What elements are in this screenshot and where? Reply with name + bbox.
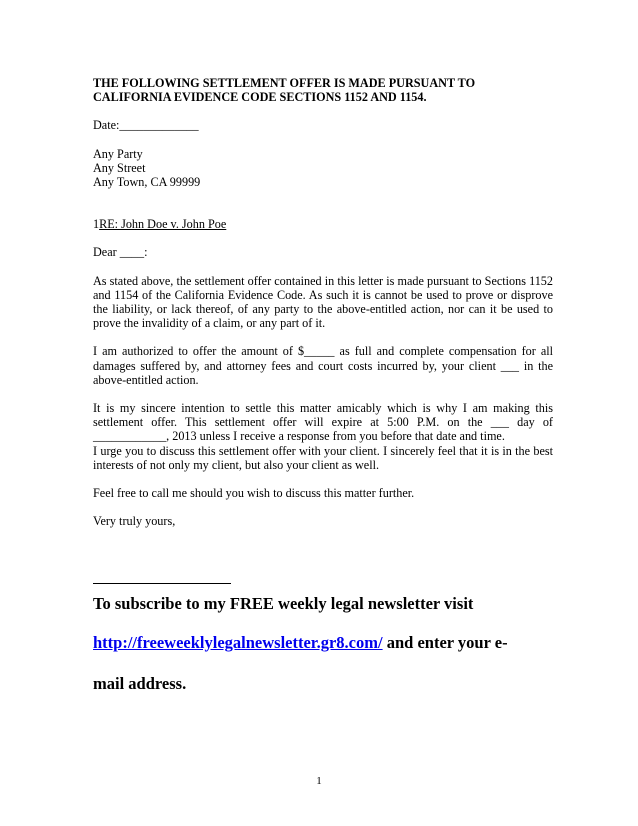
re-line (93, 217, 553, 231)
closing: Very truly yours, (93, 514, 176, 529)
salutation: Dear ____: (93, 245, 148, 260)
promo-line-2 (93, 633, 563, 652)
newsletter-link[interactable]: http://freeweeklylegalnewsletter.gr8.com/ (93, 633, 383, 652)
re-subject: RE: John Doe v. John Poe (99, 217, 227, 232)
promo-link-suffix: and enter your e- (382, 633, 508, 652)
paragraph-evidence-code: As stated above, the settlement offer contained in this letter is made pursuant to Sections 1152 and 1154 of the California Evidence Code. As such it is cannot be used to prove or disprove the liability, or lack thereof, of any party to the above-entitled action, nor can it be used to prove the invalidity of a claim, or any part of it. (93, 273, 553, 331)
page-number: 1 (316, 775, 322, 787)
heading-line-2: CALIFORNIA EVIDENCE CODE SECTIONS 1152 AND 1154. (93, 90, 427, 105)
letter-body (93, 76, 553, 584)
recipient-name: Any Party (93, 146, 143, 161)
paragraph-offer-amount: I am authorized to offer the amount of $_____ as full and complete compensation for all damages suffered by, and attorney fees and court costs incurred by, your client ___ in the above-entitled action. (93, 344, 553, 387)
recipient-address (93, 147, 553, 190)
promo-line-3: mail address. (93, 674, 187, 693)
recipient-city: Any Town, CA 99999 (93, 175, 201, 190)
heading-line-1: THE FOLLOWING SETTLEMENT OFFER IS MADE PURSUANT TO (93, 76, 476, 90)
signature-line (93, 573, 231, 584)
re-footnote-marker: 1 (93, 217, 100, 232)
newsletter-promo (93, 594, 563, 693)
promo-line-1: To subscribe to my FREE weekly legal newsletter visit (93, 594, 474, 613)
paragraph-discuss: I urge you to discuss this settlement offer with your client. I sincerely feel that it is in the best interests of not only my client, but also your client as well. (93, 443, 553, 472)
paragraph-call: Feel free to call me should you wish to discuss this matter further. (93, 486, 415, 501)
paragraph-expiration: It is my sincere intention to settle this matter amicably which is why I am making this settlement offer. This settlement offer will expire at 5:00 P.M. on the ___ day of ____________, 2013 unless I receive a response from you before that date and time. (93, 401, 553, 444)
date-line: Date:_____________ (93, 118, 199, 133)
recipient-street: Any Street (93, 160, 146, 175)
